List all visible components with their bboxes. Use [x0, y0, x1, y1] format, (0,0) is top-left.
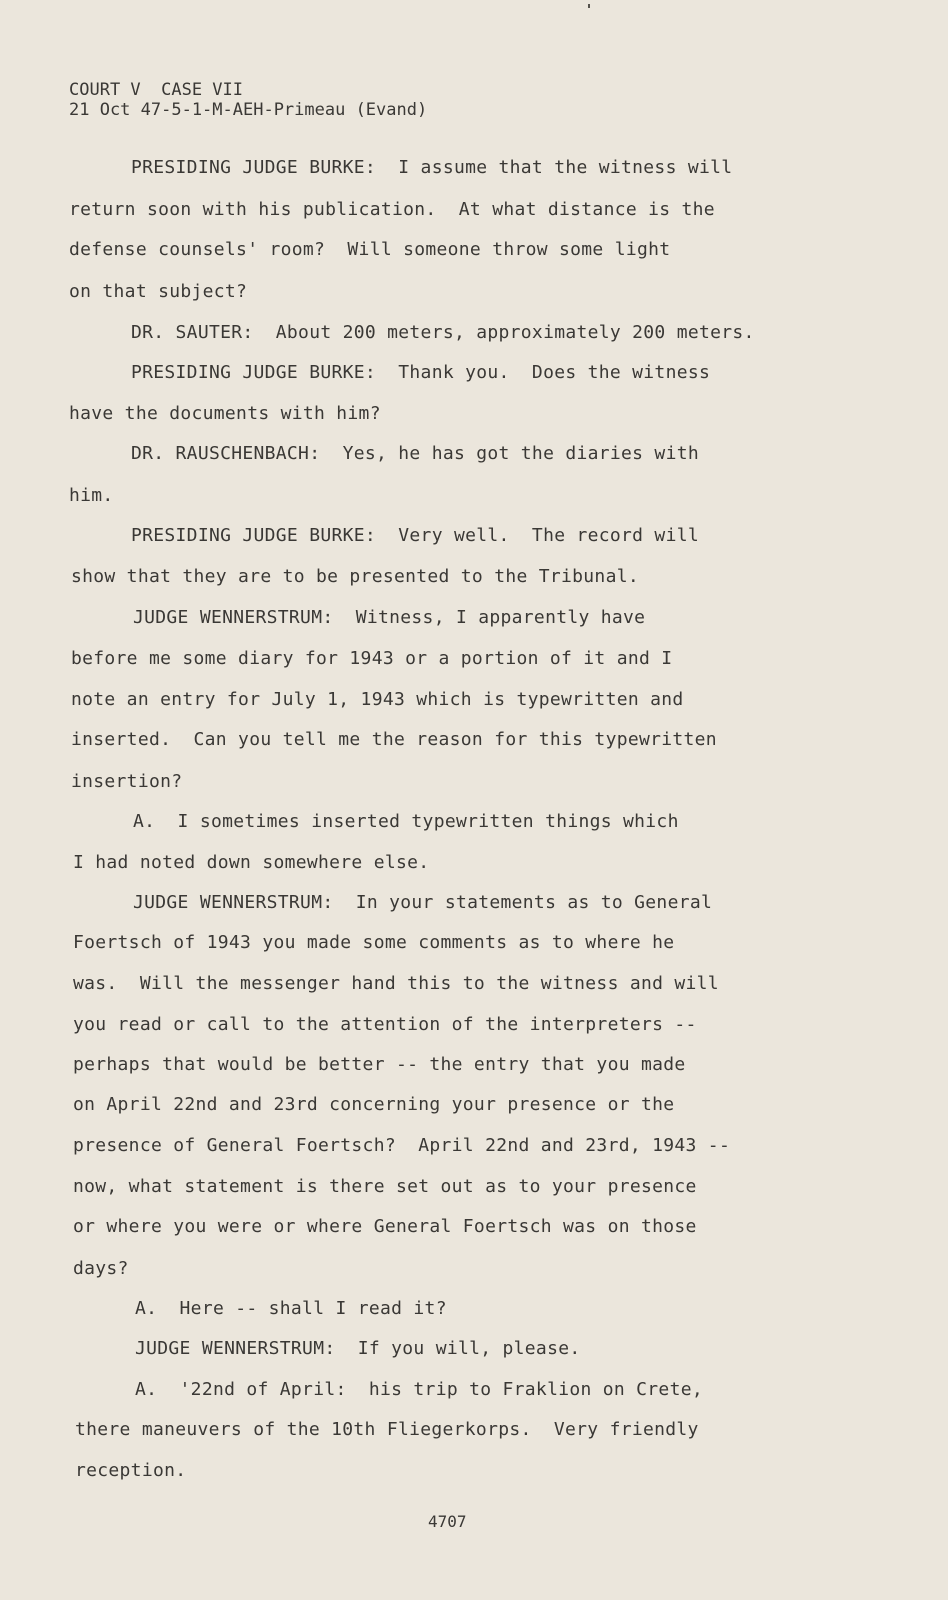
- text-line: DR. RAUSCHENBACH: Yes, he has got the diaries with: [131, 443, 699, 464]
- text-line: PRESIDING JUDGE BURKE: Very well. The record will: [131, 525, 699, 546]
- text-line: A. Here -- shall I read it?: [135, 1298, 447, 1319]
- text-line: on April 22nd and 23rd concerning your presence or the: [73, 1094, 675, 1115]
- text-line: A. I sometimes inserted typewritten things which: [133, 811, 679, 832]
- text-line: Foertsch of 1943 you made some comments as to where he: [73, 932, 675, 953]
- text-line: you read or call to the attention of the interpreters --: [73, 1014, 697, 1035]
- text-line: I had noted down somewhere else.: [73, 852, 430, 873]
- text-line: insertion?: [71, 771, 183, 792]
- text-line: JUDGE WENNERSTRUM: Witness, I apparently have: [133, 607, 646, 628]
- text-line: reception.: [75, 1460, 187, 1481]
- text-line: JUDGE WENNERSTRUM: If you will, please.: [135, 1338, 581, 1359]
- text-line: before me some diary for 1943 or a portion of it and I: [71, 648, 673, 669]
- text-line: inserted. Can you tell me the reason for this typewritten: [71, 729, 717, 750]
- text-line: note an entry for July 1, 1943 which is typewritten and: [71, 689, 684, 710]
- header-line-1: COURT V CASE VII: [69, 80, 243, 100]
- text-line: was. Will the messenger hand this to the witness and will: [73, 973, 719, 994]
- text-line: on that subject?: [69, 281, 248, 302]
- text-line: show that they are to be presented to the Tribunal.: [71, 566, 639, 587]
- text-line: or where you were or where General Foertsch was on those: [73, 1216, 697, 1237]
- text-line: A. '22nd of April: his trip to Fraklion on Crete,: [135, 1379, 703, 1400]
- page-number: 4707: [428, 1512, 467, 1531]
- text-line: defense counsels' room? Will someone throw some light: [69, 239, 671, 260]
- text-line: him.: [69, 485, 114, 506]
- text-line: perhaps that would be better -- the entry that you made: [73, 1054, 686, 1075]
- text-line: PRESIDING JUDGE BURKE: I assume that the witness will: [131, 157, 733, 178]
- text-line: days?: [73, 1258, 129, 1279]
- text-line: PRESIDING JUDGE BURKE: Thank you. Does the witness: [131, 362, 711, 383]
- text-line: presence of General Foertsch? April 22nd and 23rd, 1943 --: [73, 1135, 731, 1156]
- text-line: now, what statement is there set out as to your presence: [73, 1176, 697, 1197]
- text-line: have the documents with him?: [69, 403, 381, 424]
- text-line: DR. SAUTER: About 200 meters, approximately 200 meters.: [131, 322, 755, 343]
- text-line: return soon with his publication. At what distance is the: [69, 199, 715, 220]
- document-header: [69, 80, 427, 120]
- header-line-2: 21 Oct 47-5-1-M-AEH-Primeau (Evand): [69, 100, 428, 120]
- paper-speck: [588, 4, 590, 8]
- text-line: there maneuvers of the 10th Fliegerkorps. Very friendly: [75, 1419, 699, 1440]
- text-line: JUDGE WENNERSTRUM: In your statements as to General: [133, 892, 713, 913]
